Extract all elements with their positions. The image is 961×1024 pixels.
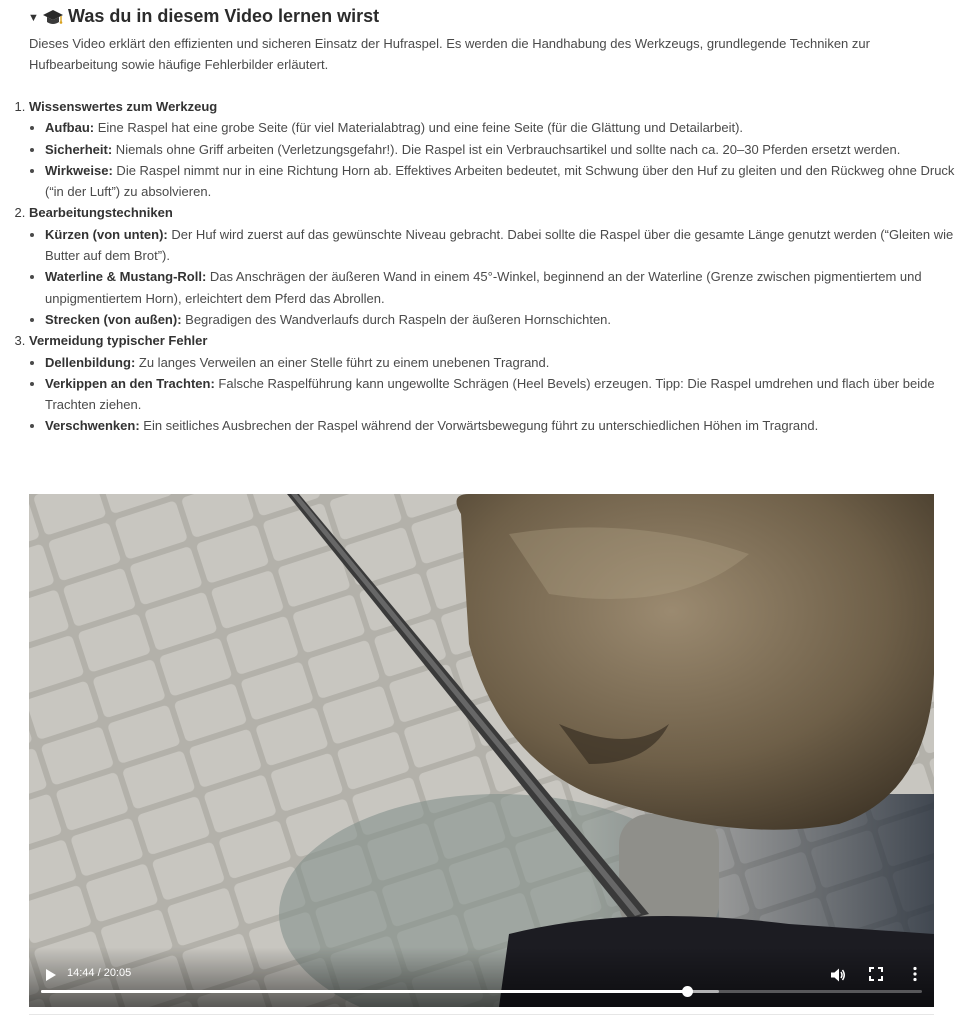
- seek-bar[interactable]: [41, 990, 922, 993]
- topic-item: [29, 202, 961, 330]
- graduation-cap-icon: [42, 7, 64, 27]
- list-item: [45, 139, 961, 160]
- point-text: Eine Raspel hat eine grobe Seite (für viel Materialabtrag) und eine feine Seite (für die Glättung und Detailarbeit).: [94, 120, 744, 136]
- time-display: 14:44 / 20:05: [67, 967, 132, 979]
- topic-item: [29, 330, 961, 436]
- point-list: [29, 224, 961, 330]
- point-text: Ein seitliches Ausbrechen der Raspel während der Vorwärtsbewegung führt zu unterschiedlichen Höhen im Tragrand.: [139, 418, 819, 434]
- point-term: Aufbau:: [45, 120, 95, 136]
- video-frame[interactable]: [29, 494, 934, 1007]
- point-text: Das Anschrägen der äußeren Wand in einem 45°-Winkel, beginnend an der Waterline (Grenze zwischen pigmentiertem und unpigmentiertem Horn), erleichtert dem Pferd das Abrollen.: [45, 269, 922, 306]
- list-item: [45, 352, 961, 373]
- point-text: Begradigen des Wandverlaufs durch Raspeln der äußeren Hornschichten.: [181, 311, 612, 327]
- topic-list: [0, 96, 961, 437]
- divider: [29, 1014, 934, 1015]
- point-term: Verkippen an den Trachten:: [45, 375, 215, 391]
- list-item: [45, 309, 961, 330]
- list-item: [45, 160, 961, 203]
- point-term: Waterline & Mustang-Roll:: [45, 269, 207, 285]
- video-player[interactable]: [29, 494, 934, 1007]
- point-term: Dellenbildung:: [45, 354, 136, 370]
- volume-icon[interactable]: [830, 967, 846, 983]
- progress-fill: [41, 990, 687, 993]
- list-item: [45, 224, 961, 267]
- point-text: Niemals ohne Griff arbeiten (Verletzungsgefahr!). Die Raspel ist ein Verbrauchsartikel und sollte nach ca. 20–30 Pferden ersetzt werden.: [112, 141, 901, 157]
- point-list: [29, 117, 961, 202]
- play-icon[interactable]: [44, 968, 58, 982]
- point-text: Falsche Raspelführung kann ungewollte Schrägen (Heel Bevels) erzeugen. Tipp: Die Raspel umdrehen und flach über beide Trachten ziehen.: [45, 375, 935, 413]
- point-term: Strecken (von außen):: [45, 311, 182, 327]
- section-title: Was du in diesem Video lernen wirst: [68, 6, 380, 26]
- point-term: Verschwenken:: [45, 418, 140, 434]
- point-text: Der Huf wird zuerst auf das gewünschte Niveau gebracht. Dabei sollte die Raspel über die gesamte Länge genutzt werden (“Gleiten wie Butter auf dem Brot”).: [45, 226, 954, 264]
- more-vertical-icon[interactable]: [912, 966, 918, 982]
- list-item: [45, 373, 961, 416]
- point-term: Sicherheit:: [45, 141, 113, 157]
- point-text: Zu langes Verweilen an einer Stelle führt zu einem unebenen Tragrand.: [135, 354, 550, 370]
- topic-title: Bearbeitungstechniken: [29, 205, 173, 221]
- point-text: Die Raspel nimmt nur in eine Richtung Horn ab. Effektives Arbeiten bedeutet, mit Schwung über den Huf zu gleiten und den Rückweg ohne Druck (“in der Luft”) zu absolvieren.: [45, 162, 955, 200]
- section-intro: Dieses Video erklärt den effizienten und sicheren Einsatz der Hufraspel. Es werden die Handhabung des Werkzeugs, grundlegende Techniken zur Hufbearbeitung sowie häufige Fehlerbilder erläutert.: [29, 36, 870, 72]
- topic-title: Vermeidung typischer Fehler: [29, 333, 208, 349]
- list-item: [45, 415, 961, 436]
- list-item: [45, 266, 961, 309]
- fullscreen-icon[interactable]: [869, 967, 883, 981]
- list-item: [45, 117, 961, 138]
- disclosure-triangle-icon[interactable]: ▼: [28, 12, 39, 24]
- point-term: Wirkweise:: [45, 162, 113, 178]
- video-controls: [29, 947, 934, 1007]
- topic-title: Wissenswertes zum Werkzeug: [29, 99, 218, 114]
- topic-item: [29, 96, 961, 202]
- point-term: Kürzen (von unten):: [45, 226, 168, 242]
- point-list: [29, 352, 961, 437]
- seek-handle[interactable]: [682, 986, 693, 997]
- section-summary[interactable]: [28, 6, 379, 27]
